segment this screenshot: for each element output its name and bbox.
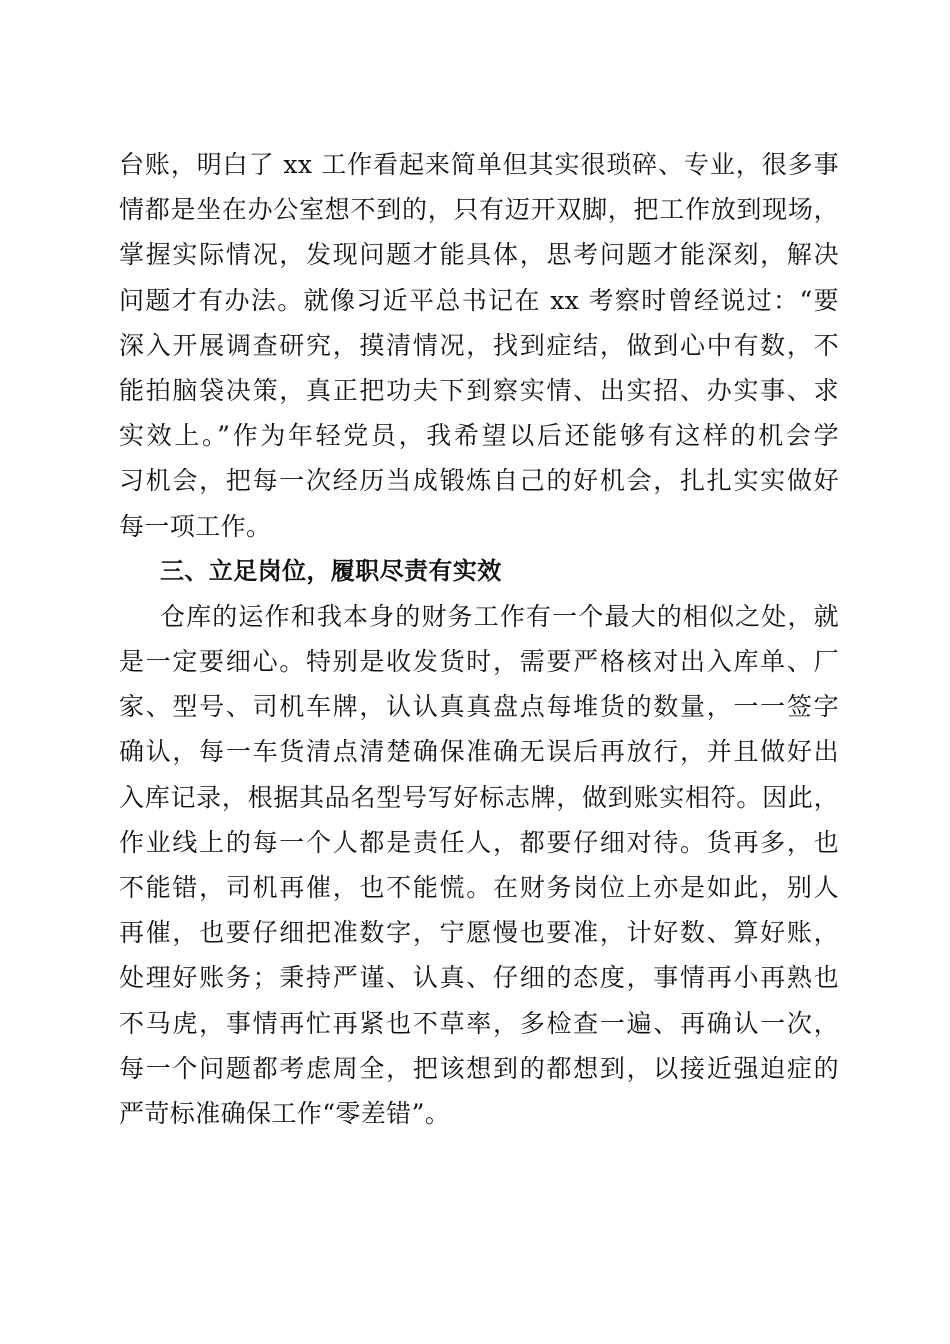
paragraph-line: 家、型号、司机车牌，认认真真盘点每堆货的数量，一一签字: [119, 692, 839, 722]
paragraph-line: 再催，也要仔细把准数字，宁愿慢也要准，计好数、算好账，: [119, 918, 839, 948]
paragraph-line: 能拍脑袋决策，真正把功夫下到察实情、出实招、办实事、求: [119, 375, 839, 405]
section-heading: 三、立足岗位，履职尽责有实效: [160, 556, 502, 585]
paragraph-line: 不能错，司机再催，也不能慌。在财务岗位上亦是如此，别人: [119, 873, 839, 902]
paragraph-2: [119, 594, 839, 1136]
paragraph-line: 仓库的运作和我本身的财务工作有一个最大的相似之处，就: [160, 601, 839, 631]
paragraph-line: 严苛标准确保工作“零差错”。: [119, 1098, 451, 1128]
paragraph-line: 问题才有办法。就像习近平总书记在 xx 考察时曾经说过：“要: [119, 285, 839, 315]
paragraph-line: 入库记录，根据其品名型号写好标志牌，做到账实相符。因此，: [119, 782, 839, 812]
paragraph-line: 深入开展调查研究，摸清情况，找到症结，做到心中有数，不: [119, 330, 839, 360]
paragraph-line: 作业线上的每一个人都是责任人，都要仔细对待。货再多，也: [119, 827, 839, 857]
paragraph-line: 是一定要细心。特别是收发货时，需要严格核对出入库单、厂: [119, 647, 839, 677]
paragraph-line: 不马虎，事情再忙再紧也不草率，多检查一遍、再确认一次，: [119, 1008, 839, 1038]
paragraph-1: [119, 142, 839, 549]
paragraph-line: 确认，每一车货清点清楚确保准确无误后再放行，并且做好出: [119, 737, 839, 767]
paragraph-line: 情都是坐在办公室想不到的，只有迈开双脚，把工作放到现场，: [119, 195, 839, 225]
paragraph-line: 处理好账务；秉持严谨、认真、仔细的态度，事情再小再熟也: [119, 963, 839, 993]
paragraph-line: 台账，明白了 xx 工作看起来简单但其实很琐碎、专业，很多事: [119, 150, 839, 179]
paragraph-line: 习机会，把每一次经历当成锻炼自己的好机会，扎扎实实做好: [119, 466, 839, 496]
document-body: [119, 142, 839, 1136]
paragraph-line: 掌握实际情况，发现问题才能具体，思考问题才能深刻，解决: [119, 240, 839, 270]
paragraph-line: 每一项工作。: [119, 511, 272, 541]
paragraph-line: 实效上。”作为年轻党员，我希望以后还能够有这样的机会学: [119, 421, 839, 451]
paragraph-line: 每一个问题都考虑周全，把该想到的都想到，以接近强迫症的: [119, 1053, 839, 1083]
